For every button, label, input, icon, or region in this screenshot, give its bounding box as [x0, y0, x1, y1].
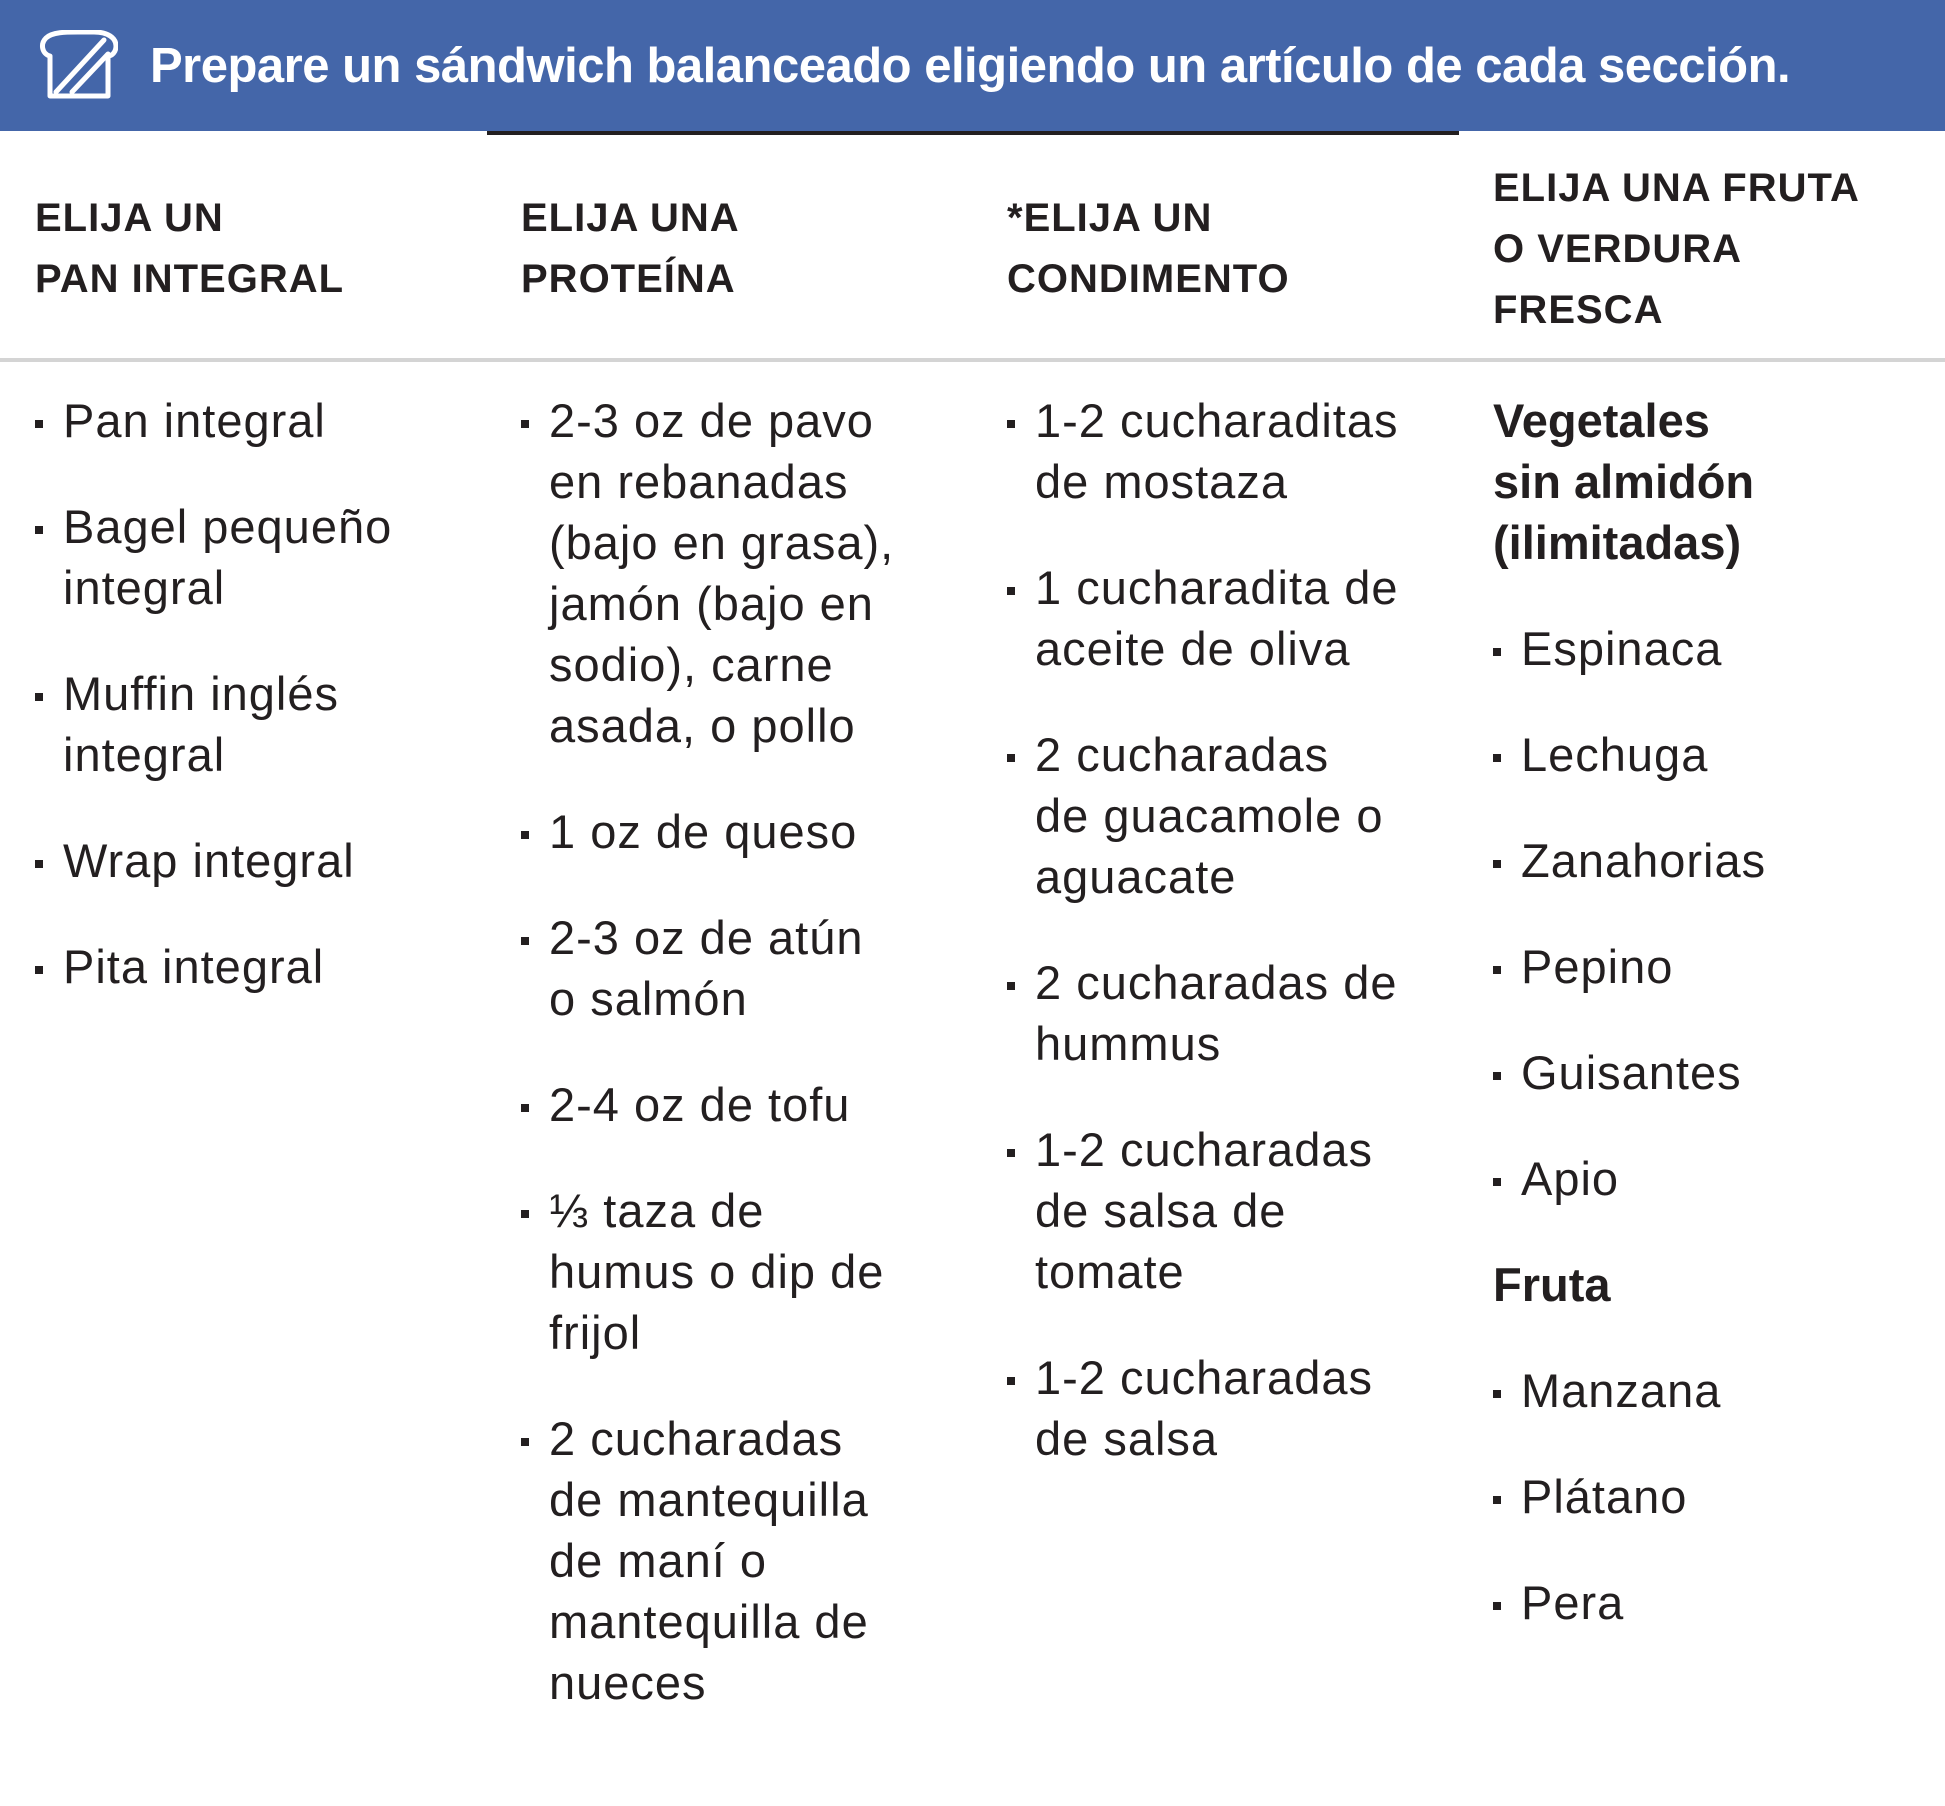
list-item — [521, 390, 894, 756]
condiment-list — [1007, 390, 1399, 1514]
item-line: jamón (bajo en — [549, 577, 874, 630]
item-line: de salsa de — [1035, 1184, 1287, 1237]
item-line: de mostaza — [1035, 455, 1288, 508]
item-line: Wrap integral — [63, 834, 355, 887]
list-item — [35, 496, 392, 618]
column-header-bread — [35, 188, 344, 310]
item-line: de salsa — [1035, 1412, 1219, 1465]
item-line: en rebanadas — [549, 455, 849, 508]
item-line: 1-2 cucharaditas — [1035, 394, 1399, 447]
item-line: Muffin inglés — [63, 667, 339, 720]
group-title-line: sin almidón — [1493, 455, 1755, 508]
list-item — [1007, 724, 1399, 907]
item-line: 2 cucharadas de — [1035, 956, 1398, 1009]
protein-list — [521, 390, 894, 1758]
item-line: 1 cucharadita de — [1035, 561, 1399, 614]
column-header-produce — [1493, 158, 1860, 341]
list-item: Manzana — [1493, 1360, 1766, 1421]
group-title-line: Vegetales — [1493, 394, 1710, 447]
item-line: de maní o — [549, 1534, 768, 1587]
header-divider — [0, 358, 1945, 362]
header-line: *ELIJA UN — [1007, 196, 1213, 240]
list-item — [35, 390, 392, 451]
bread-slice-icon — [38, 30, 118, 100]
item-line: 1-2 cucharadas — [1035, 1351, 1373, 1404]
item-line: nueces — [549, 1656, 707, 1709]
item-line: 2-3 oz de pavo — [549, 394, 874, 447]
group-title-vegetables — [1493, 390, 1766, 573]
list-item — [521, 1408, 894, 1713]
bread-list — [35, 390, 392, 1042]
item-line: (bajo en grasa), — [549, 516, 895, 569]
top-divider — [487, 131, 1459, 135]
page-title: Prepare un sándwich balanceado eligiendo un artículo de cada sección. — [150, 39, 1791, 93]
group-title-line: (ilimitadas) — [1493, 516, 1742, 569]
list-item: Zanahorias — [1493, 830, 1766, 891]
list-item — [1007, 1347, 1399, 1469]
item-line: ⅓ taza de — [549, 1184, 765, 1237]
item-line: asada, o pollo — [549, 699, 856, 752]
item-line: humus o dip de — [549, 1245, 885, 1298]
header-line: ELIJA UNA FRUTA — [1493, 166, 1860, 210]
item-line: aceite de oliva — [1035, 622, 1351, 675]
header-banner — [0, 0, 1945, 131]
group-title-fruit — [1493, 1254, 1766, 1315]
list-item — [521, 801, 894, 862]
column-header-condiment — [1007, 188, 1290, 310]
list-item — [1007, 390, 1399, 512]
header-line: PROTEÍNA — [521, 257, 736, 301]
item-line: Pita integral — [63, 940, 325, 993]
list-item: Apio — [1493, 1148, 1766, 1209]
list-item — [1007, 952, 1399, 1074]
item-line: aguacate — [1035, 850, 1237, 903]
list-item: Pera — [1493, 1572, 1766, 1633]
item-line: 2-4 oz de tofu — [549, 1078, 851, 1131]
header-line: FRESCA — [1493, 288, 1664, 332]
item-line: tomate — [1035, 1245, 1185, 1298]
item-line: 1 oz de queso — [549, 805, 858, 858]
item-line: frijol — [549, 1306, 642, 1359]
list-item — [521, 1180, 894, 1363]
item-line: 2-3 oz de atún — [549, 911, 864, 964]
list-item — [1007, 1119, 1399, 1302]
list-item — [1007, 557, 1399, 679]
header-line: O VERDURA — [1493, 227, 1743, 271]
list-item: Espinaca — [1493, 618, 1766, 679]
list-item — [35, 663, 392, 785]
item-line: de guacamole o — [1035, 789, 1384, 842]
item-line: 2 cucharadas — [549, 1412, 844, 1465]
list-item — [35, 936, 392, 997]
header-line: PAN INTEGRAL — [35, 257, 345, 301]
item-line: Bagel pequeño — [63, 500, 393, 553]
item-line: o salmón — [549, 972, 748, 1025]
list-item: Pepino — [1493, 936, 1766, 997]
header-line: CONDIMENTO — [1007, 257, 1290, 301]
group-title-line: Fruta — [1493, 1258, 1611, 1311]
item-line: integral — [63, 728, 226, 781]
header-line: ELIJA UNA — [521, 196, 740, 240]
item-line: integral — [63, 561, 226, 614]
list-item — [521, 907, 894, 1029]
item-line: 2 cucharadas — [1035, 728, 1330, 781]
item-line: 1-2 cucharadas — [1035, 1123, 1373, 1176]
item-line: mantequilla de — [549, 1595, 869, 1648]
item-line: hummus — [1035, 1017, 1222, 1070]
item-line: Pan integral — [63, 394, 326, 447]
list-item — [521, 1074, 894, 1135]
item-line: de mantequilla — [549, 1473, 869, 1526]
list-item: Guisantes — [1493, 1042, 1766, 1103]
list-item: Lechuga — [1493, 724, 1766, 785]
list-item: Plátano — [1493, 1466, 1766, 1527]
produce-list — [1493, 390, 1766, 1678]
list-item — [35, 830, 392, 891]
item-line: sodio), carne — [549, 638, 834, 691]
column-header-protein — [521, 188, 740, 310]
header-line: ELIJA UN — [35, 196, 224, 240]
